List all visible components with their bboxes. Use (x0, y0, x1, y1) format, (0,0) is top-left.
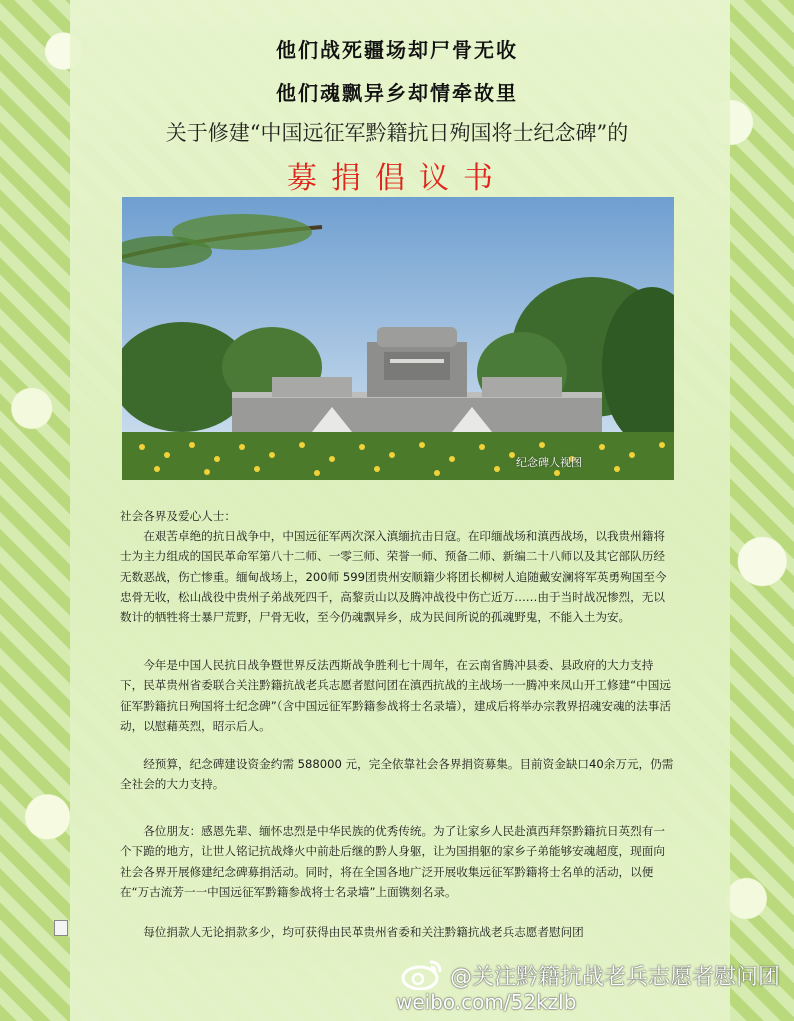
paragraph-donors (120, 922, 676, 942)
paragraph: 今年是中国人民抗日战争暨世界反法西斯战争胜利七十周年，在云南省腾冲县委、县政府的大力支持下，民革贵州省委联合关注黔籍抗战老兵志愿者慰问团在滇西抗战的主战场一一腾冲来凤山开工修建“中国远征军黔籍抗日殉国将士纪念碑”（含中国远征军黔籍参战将士名录墙），建成后将举办宗教界招魂安魂的法事活动，以慰藉英烈，昭示后人。 (120, 658, 671, 733)
paragraph: 经预算，纪念碑建设资金约需 588000 元，完全依靠社会各界捐资募集。目前资金缺口40余万元，仍需全社会的大力支持。 (120, 757, 674, 792)
headline-line-1: 他们战死疆场却尸骨无收 (276, 38, 518, 62)
paragraph-construction (120, 655, 676, 736)
paragraph: 在艰苦卓绝的抗日战争中，中国远征军两次深入滇缅抗击日寇。在印缅战场和滇西战场，以我贵州籍将士为主力组成的国民革命军第八十二师、一零三师、荣誉一师、预备二师、新编二十八师以及其它部队历经无数恶战，伤亡惨重。缅甸战场上，200师 599团贵州安顺籍少将团长柳树人追随戴安澜将军英勇殉国至今忠骨无收，松山战役中贵州子弟战死四千，高黎贡山以及腾冲战役中伤亡近万……由于当时战况惨烈，无以数计的牺牲将士暴尸荒野，尸骨无收，至今仍魂飘异乡，成为民间所说的孤魂野鬼，不能入土为安。 (120, 529, 667, 625)
paragraph: 各位朋友：感恩先辈、缅怀忠烈是中华民族的优秀传统。为了让家乡人民赴滇西拜祭黔籍抗日英烈有一个下跪的地方，让世人铭记抗战烽火中前赴后继的黔人身躯，让为国捐躯的家乡子弟能够安魂超度，现面向社会各界开展修建纪念碑募捐活动。同时，将在全国各地广泛开展收集远征军黔籍将士名单的活动，以便在“万古流芳一一中国远征军黔籍参战将士名录墙”上面镌刻名录。 (120, 824, 665, 899)
memorial-illustration (122, 197, 674, 480)
paste-options-icon[interactable] (54, 920, 68, 936)
weibo-icon (400, 956, 446, 990)
watermark-account: @关注黔籍抗战老兵志愿者慰问团 (450, 965, 781, 990)
paragraph: 每位捐款人无论捐款多少，均可获得由民革贵州省委和关注黔籍抗战老兵志愿者慰问团 (143, 925, 584, 939)
paragraph-budget (120, 754, 676, 795)
watermark-url: weibo.com/52kzlb (396, 990, 577, 1014)
document-subject: 关于修建“中国远征军黔籍抗日殉国将士纪念碑”的 (165, 121, 629, 145)
photo-caption: 纪念碑人视图 (516, 456, 582, 469)
salutation: 社会各界及爱心人士： (120, 509, 236, 523)
paragraph-background (120, 526, 676, 627)
memorial-rendering-photo (122, 197, 674, 480)
document-title: 募捐倡议书 (287, 161, 507, 196)
headline-line-2: 他们魂飘异乡却情牵故里 (276, 81, 518, 105)
paragraph-appeal (120, 821, 676, 902)
